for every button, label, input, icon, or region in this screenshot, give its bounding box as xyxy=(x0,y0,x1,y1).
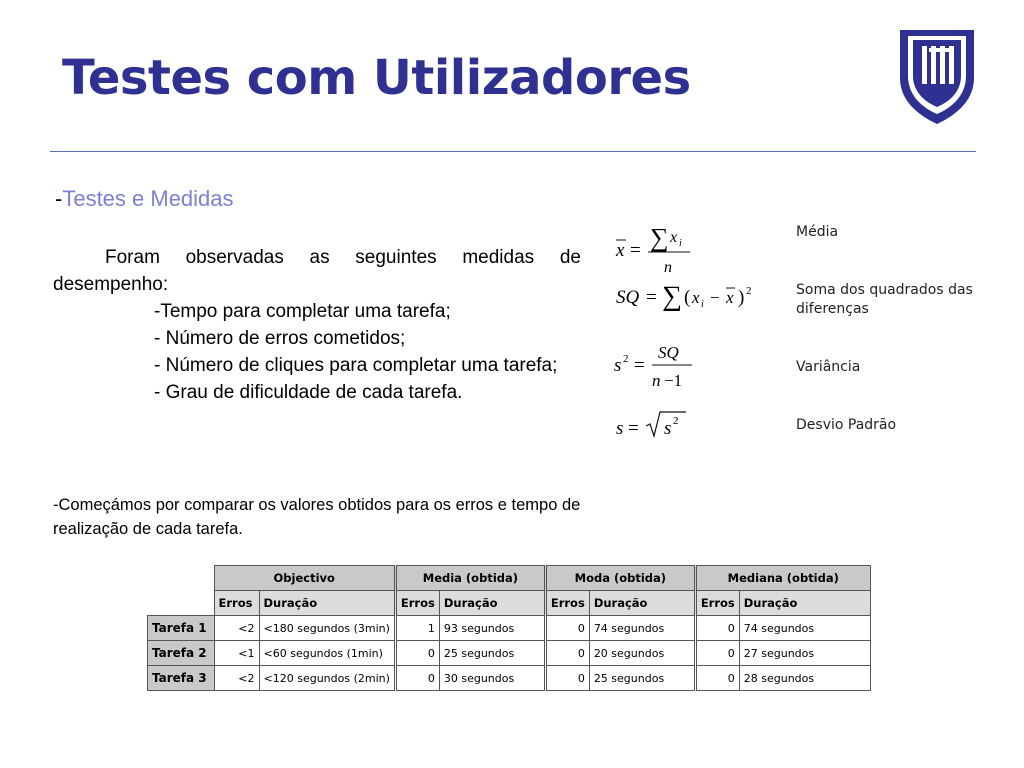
title-divider xyxy=(50,151,976,152)
table-cell: 0 xyxy=(545,666,589,691)
svg-text:n: n xyxy=(652,371,661,390)
svg-text:2: 2 xyxy=(623,353,629,365)
mean-formula xyxy=(612,220,722,278)
svg-text:s: s xyxy=(664,418,672,439)
table-cell: 0 xyxy=(695,616,739,641)
std-dev-formula xyxy=(612,406,722,446)
col-header: Erros xyxy=(214,591,259,616)
table-cell: 25 segundos xyxy=(439,641,545,666)
comparison-paragraph: -Começámos por comparar os valores obtidos para os erros e tempo de realização de cada tarefa. xyxy=(53,496,581,538)
table-cell: <2 xyxy=(214,666,259,691)
svg-text:=: = xyxy=(646,287,657,308)
table-cell: 27 segundos xyxy=(739,641,870,666)
svg-text:−1: −1 xyxy=(664,371,683,390)
table-row xyxy=(148,641,871,666)
svg-text:2: 2 xyxy=(673,415,679,427)
table-cell: 0 xyxy=(395,641,439,666)
table-cell: 1 xyxy=(395,616,439,641)
list-item: -Tempo para completar uma tarefa; xyxy=(154,301,451,322)
intro-paragraph xyxy=(53,244,581,298)
group-header: Media (obtida) xyxy=(395,566,545,591)
group-header: Mediana (obtida) xyxy=(695,566,870,591)
variance-formula xyxy=(612,338,722,394)
table-cell: <180 segundos (3min) xyxy=(259,616,395,641)
svg-text:x: x xyxy=(616,240,625,261)
intro-text: Foram observadas as seguintes medidas de desempenho: xyxy=(53,247,581,295)
table-row xyxy=(148,666,871,691)
row-header: Tarefa 2 xyxy=(148,641,215,666)
table-cell: 0 xyxy=(545,641,589,666)
slide-title: Testes com Utilizadores xyxy=(62,50,691,106)
formula-label: Média xyxy=(796,224,839,240)
list-item: - Grau de dificuldade de cada tarefa. xyxy=(154,382,463,403)
svg-text:SQ: SQ xyxy=(616,287,640,308)
formula-label: Desvio Padrão xyxy=(796,417,897,433)
row-header: Tarefa 1 xyxy=(148,616,215,641)
col-header: Duração xyxy=(589,591,695,616)
table-cell: 25 segundos xyxy=(589,666,695,691)
svg-text:=: = xyxy=(628,418,639,439)
table-cell: <60 segundos (1min) xyxy=(259,641,395,666)
svg-text:∑: ∑ xyxy=(650,223,669,252)
col-header: Duração xyxy=(439,591,545,616)
svg-text:i: i xyxy=(701,299,704,310)
svg-text:s: s xyxy=(616,418,624,439)
list-item: - Número de erros cometidos; xyxy=(154,328,406,349)
table-row xyxy=(148,616,871,641)
svg-text:x: x xyxy=(692,288,700,307)
table-cell: 30 segundos xyxy=(439,666,545,691)
svg-text:): ) xyxy=(738,287,745,308)
table-cell: 74 segundos xyxy=(739,616,870,641)
svg-text:2: 2 xyxy=(746,285,752,297)
svg-text:s: s xyxy=(614,355,622,376)
svg-text:n: n xyxy=(664,259,672,276)
list-item: - Número de cliques para completar uma tarefa; xyxy=(154,355,558,376)
svg-text:x: x xyxy=(726,288,734,307)
svg-text:−: − xyxy=(710,288,720,307)
results-table xyxy=(147,565,871,691)
col-header: Duração xyxy=(259,591,395,616)
col-header: Erros xyxy=(545,591,589,616)
formulas-panel xyxy=(612,220,972,450)
svg-text:SQ: SQ xyxy=(658,343,679,362)
table-cell: 28 segundos xyxy=(739,666,870,691)
table-cell: 20 segundos xyxy=(589,641,695,666)
svg-text:=: = xyxy=(630,240,641,261)
svg-text:=: = xyxy=(634,355,645,376)
table-cell: 0 xyxy=(695,641,739,666)
formula-label: Soma dos quadrados das diferenças xyxy=(796,282,973,317)
section-subtitle xyxy=(55,186,234,212)
formula-label: Variância xyxy=(796,359,861,375)
table-cell: 0 xyxy=(395,666,439,691)
subtitle-text: Testes e Medidas xyxy=(62,186,234,211)
col-header: Duração xyxy=(739,591,870,616)
table-cell: 74 segundos xyxy=(589,616,695,641)
measures-list xyxy=(154,298,581,406)
svg-text:(: ( xyxy=(684,287,691,308)
table-cell: <1 xyxy=(214,641,259,666)
row-header: Tarefa 3 xyxy=(148,666,215,691)
col-header: Erros xyxy=(695,591,739,616)
svg-text:x: x xyxy=(670,229,678,246)
group-header: Objectivo xyxy=(214,566,395,591)
sum-of-squares-formula xyxy=(612,276,772,316)
col-header: Erros xyxy=(395,591,439,616)
table-cell: <2 xyxy=(214,616,259,641)
table-cell: 0 xyxy=(545,616,589,641)
table-cell: <120 segundos (2min) xyxy=(259,666,395,691)
table-cell: 93 segundos xyxy=(439,616,545,641)
table-cell: 0 xyxy=(695,666,739,691)
svg-text:i: i xyxy=(679,238,682,249)
ist-logo xyxy=(896,26,978,126)
group-header: Moda (obtida) xyxy=(545,566,695,591)
svg-text:∑: ∑ xyxy=(662,281,682,312)
subtitle-dash: - xyxy=(55,186,63,211)
